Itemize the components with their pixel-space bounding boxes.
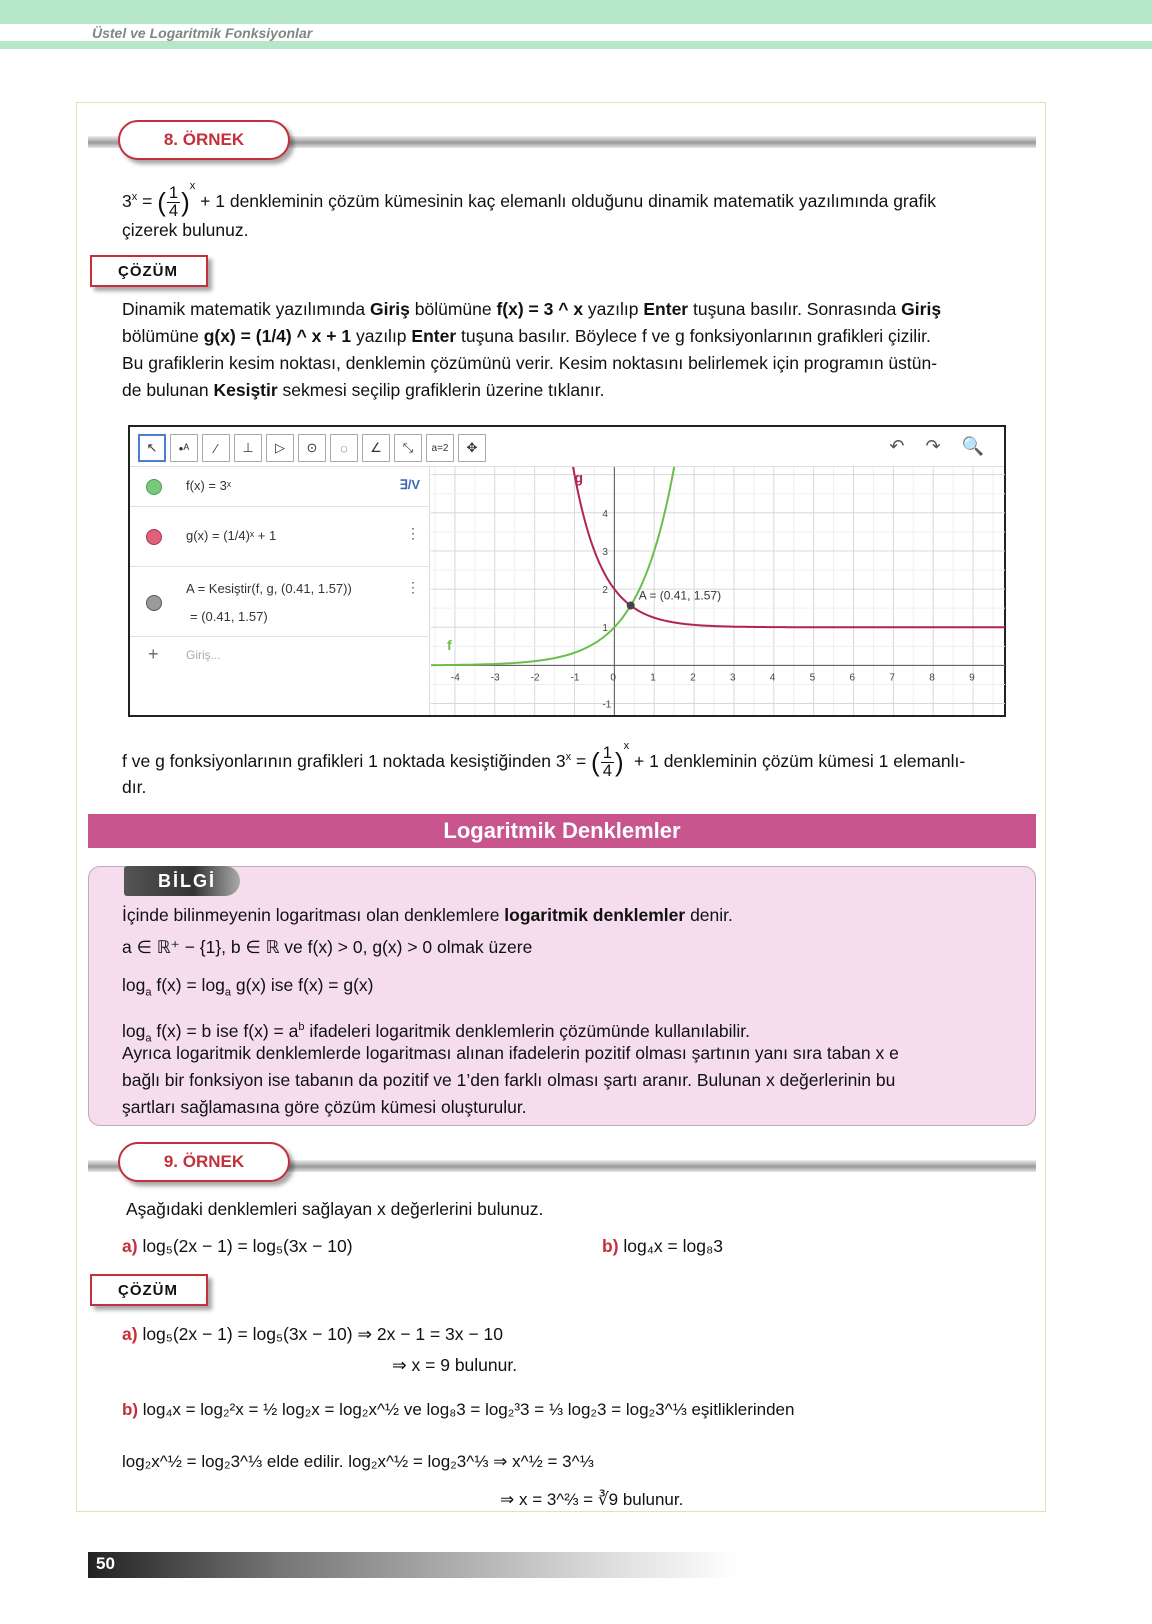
t: tuşuna basılır. Böylece f ve g fonksiyonlarının grafikleri çizilir. bbox=[456, 326, 931, 346]
x-tick-label: 7 bbox=[889, 672, 895, 684]
sol8-line4 bbox=[122, 377, 1022, 404]
move-graphics-tool[interactable]: ✥ bbox=[458, 434, 486, 462]
add-icon[interactable]: + bbox=[148, 644, 159, 664]
t: Giriş bbox=[370, 299, 410, 319]
sol8-line3: Bu grafiklerin kesim noktası, denklemin çözümünü verir. Kesim noktasını belirlemek için programın üstün- bbox=[122, 353, 938, 373]
q-exp: x bbox=[189, 180, 196, 192]
polygon-tool[interactable]: ▷ bbox=[266, 434, 294, 462]
geogebra-window bbox=[128, 425, 1006, 717]
t: b bbox=[298, 1021, 305, 1033]
y-tick-label: -1 bbox=[602, 699, 612, 711]
section-title: Logaritmik Denklemler bbox=[88, 814, 1036, 848]
algebra-menu-icon[interactable]: ∃/V bbox=[399, 477, 420, 492]
t: ifadeleri logaritmik denklemlerin çözümünde kullanılabilir. bbox=[304, 1020, 750, 1041]
perpendicular-tool[interactable]: ⊥ bbox=[234, 434, 262, 462]
t: a) bbox=[122, 1236, 138, 1256]
info-line1 bbox=[122, 902, 733, 929]
t: f ve g fonksiyonlarının grafikleri 1 noktada kesiştiğinden 3 bbox=[122, 751, 566, 771]
top-band bbox=[0, 0, 1152, 24]
kebab-menu-icon[interactable]: ⋮ bbox=[406, 579, 420, 595]
t: de bulunan bbox=[122, 380, 214, 400]
visibility-dot-f[interactable] bbox=[146, 479, 162, 495]
t: a bbox=[145, 1032, 152, 1045]
x-tick-label: 4 bbox=[769, 672, 776, 684]
top-line bbox=[0, 41, 1152, 49]
t: İçinde bilinmeyenin logaritması olan denklemlere bbox=[122, 905, 505, 925]
t: g(x) = (1/4) ^ x + 1 bbox=[203, 326, 352, 346]
example-8-conclusion: f ve g fonksiyonlarının grafikleri 1 noktada kesiştiğinden $3^x$ = ( $\frac{1}{4}$ )$^x$ + 1 denkleminin çözüm kümesi 1 elemanlı- bbox=[122, 740, 966, 780]
x-tick-label: 5 bbox=[809, 672, 816, 684]
q-text: + 1 denkleminin çözüm kümesinin kaç elemanlı olduğunu dinamik matematik yazılımında grafik bbox=[200, 191, 936, 211]
example-8-conclusion-line2: dır. bbox=[122, 777, 147, 797]
visibility-dot-A[interactable] bbox=[146, 595, 162, 611]
x-tick-label: 2 bbox=[690, 672, 696, 684]
x-tick-label: 8 bbox=[929, 672, 935, 684]
t: + 1 denkleminin çözüm kümesi 1 elemanlı- bbox=[634, 751, 966, 771]
slider-tool[interactable]: a=2 bbox=[426, 434, 454, 462]
y-tick-label: 1 bbox=[602, 623, 608, 635]
sol8-line1 bbox=[122, 296, 1022, 323]
y-tick-label: 2 bbox=[602, 585, 608, 597]
algebra-input-row[interactable] bbox=[130, 637, 430, 675]
q-sup: x bbox=[131, 191, 138, 204]
x-tick-label: -4 bbox=[450, 672, 460, 684]
solution-8-text bbox=[122, 296, 1022, 404]
t: 1 bbox=[602, 743, 612, 763]
intersection-point-A[interactable] bbox=[627, 601, 635, 609]
algebra-row-A[interactable] bbox=[130, 567, 430, 637]
x-tick-label: -3 bbox=[490, 672, 500, 684]
circle-three-points-tool[interactable]: ◌ bbox=[330, 434, 358, 462]
reflect-tool[interactable]: ⤡ bbox=[394, 434, 422, 462]
q-den: 4 bbox=[168, 200, 179, 220]
t: log₅(2x − 1) = log₅(3x − 10) bbox=[142, 1236, 353, 1256]
x-tick-label: -2 bbox=[530, 672, 540, 684]
t: log₄x = log₂²x = ½ log₂x = log₂x^½ ve log₈3 = log₂³3 = ⅓ log₂3 = log₂3^⅓ eşitliklerinden bbox=[142, 1400, 795, 1419]
algebra-expr-g: g(x) = (1/4)ˣ + 1 bbox=[186, 528, 277, 543]
example-8-question-line2: çizerek bulunuz. bbox=[122, 220, 249, 240]
t: log₅(2x − 1) = log₅(3x − 10) ⇒ 2x − 1 = 3x − 10 bbox=[142, 1324, 503, 1344]
t: yazılıp bbox=[351, 326, 412, 346]
circle-tool[interactable]: ⊙ bbox=[298, 434, 326, 462]
t: a bbox=[224, 986, 232, 999]
undo-redo-search-icons[interactable]: ↶ ↷ 🔍 bbox=[889, 436, 992, 456]
q-num: 1 bbox=[168, 183, 179, 203]
y-tick-label: 3 bbox=[602, 546, 608, 558]
example-9-label: 9. ÖRNEK bbox=[118, 1142, 290, 1182]
info-line7: şartları sağlamasına göre çözüm kümesi oluşturulur. bbox=[122, 1097, 527, 1117]
page-number: 50 bbox=[96, 1554, 115, 1573]
t: x bbox=[623, 740, 630, 752]
t: bölümüne bbox=[409, 299, 497, 319]
t: tuşuna basılır. Sonrasında bbox=[688, 299, 902, 319]
t: f(x) = b ise f(x) = a bbox=[151, 1020, 299, 1041]
example-9-b bbox=[602, 1236, 723, 1257]
move-tool[interactable]: ↖ bbox=[138, 434, 166, 462]
visibility-dot-g[interactable] bbox=[146, 529, 162, 545]
info-line6: bağlı bir fonksiyon ise tabanın da pozitif ve 1’den farklı olması şartı aranır. Bulunan x değerlerinin bu bbox=[122, 1070, 896, 1090]
solution-label: ÇÖZÜM bbox=[90, 255, 208, 287]
algebra-expr-f: f(x) = 3ˣ bbox=[186, 478, 232, 493]
t: log bbox=[122, 1020, 146, 1041]
x-tick-label: 1 bbox=[650, 672, 656, 684]
t: g(x) ise f(x) = g(x) bbox=[231, 975, 374, 995]
footer-bar bbox=[88, 1552, 738, 1578]
x-tick-label: 0 bbox=[610, 672, 616, 684]
algebra-row-g[interactable] bbox=[130, 507, 430, 567]
solution-9-b-line2: log₂x^½ = log₂3^⅓ elde edilir. log₂x^½ = log₂3^⅓ ⇒ x^½ = 3^⅓ bbox=[122, 1452, 594, 1471]
solution-label: ÇÖZÜM bbox=[90, 1274, 208, 1306]
curve-label-g: g bbox=[574, 469, 584, 486]
intersection-label: A = (0.41, 1.57) bbox=[638, 588, 722, 603]
solution-9-a-line2: ⇒ x = 9 bulunur. bbox=[392, 1355, 518, 1375]
t: = bbox=[571, 751, 592, 771]
example-9-prompt: Aşağıdaki denklemleri sağlayan x değerlerini bulunuz. bbox=[126, 1199, 544, 1219]
sol8-line2 bbox=[122, 323, 1022, 350]
info-label: BİLGİ bbox=[124, 866, 240, 896]
point-tool[interactable]: •ᴬ bbox=[170, 434, 198, 462]
t: f(x) = log bbox=[151, 975, 225, 995]
t: b) bbox=[122, 1400, 139, 1419]
t: b) bbox=[602, 1236, 619, 1256]
geogebra-toolbar bbox=[130, 427, 1004, 467]
t: a) bbox=[122, 1324, 138, 1344]
t: a bbox=[145, 986, 152, 999]
x-tick-label: 9 bbox=[969, 672, 975, 684]
t: log bbox=[122, 975, 146, 995]
line-tool[interactable]: ⁄ bbox=[202, 434, 230, 462]
solution-9-b-line3: ⇒ x = 3^⅔ = ∛9 bulunur. bbox=[500, 1490, 684, 1509]
q-base: 3 bbox=[122, 191, 132, 211]
t: Enter bbox=[411, 326, 457, 346]
t: bölümüne bbox=[122, 326, 204, 346]
x-tick-label: 6 bbox=[849, 672, 856, 684]
graphics-view[interactable] bbox=[431, 467, 1005, 715]
x-tick-label: 3 bbox=[729, 672, 736, 684]
t: 4 bbox=[602, 760, 612, 780]
info-line5: Ayrıca logaritmik denklemlerde logaritması alınan ifadelerin pozitif olması şartının yanı sıra taban x e bbox=[122, 1043, 899, 1063]
t: log₄x = log₈3 bbox=[623, 1236, 723, 1256]
t: Giriş bbox=[901, 299, 942, 319]
t: x bbox=[565, 751, 572, 764]
y-tick-label: 4 bbox=[602, 508, 608, 520]
solution-9-a-line1 bbox=[122, 1324, 503, 1345]
t: yazılıp bbox=[583, 299, 644, 319]
algebra-input[interactable]: Giriş... bbox=[186, 648, 221, 662]
kebab-menu-icon[interactable]: ⋮ bbox=[406, 525, 420, 541]
running-title: Üstel ve Logaritmik Fonksiyonlar bbox=[92, 25, 313, 41]
info-line3 bbox=[122, 972, 374, 1007]
t: f(x) = 3 ^ x bbox=[496, 299, 584, 319]
example-9-a bbox=[122, 1236, 353, 1257]
algebra-value-A: = (0.41, 1.57) bbox=[190, 609, 268, 624]
t: Dinamik matematik yazılımında bbox=[122, 299, 370, 319]
curve-label-f: f bbox=[446, 637, 452, 654]
algebra-view bbox=[130, 467, 430, 715]
t: logaritmik denklemler bbox=[504, 905, 686, 925]
t: Enter bbox=[643, 299, 689, 319]
t: sekmesi seçilip grafiklerin üzerine tıklanır. bbox=[277, 380, 605, 400]
solution-9-b-line1 bbox=[122, 1400, 794, 1420]
x-tick-label: -1 bbox=[570, 672, 580, 684]
example-8-question: $3^x$ = ( $\frac{1}{4}$ )$^x$ + 1 denkleminin çözüm kümesinin kaç elemanlı olduğunu dinamik matematik yazılımında grafik bbox=[122, 180, 936, 220]
t: denir. bbox=[685, 905, 733, 925]
example-8-label: 8. ÖRNEK bbox=[118, 120, 290, 160]
algebra-row-f[interactable] bbox=[130, 467, 430, 507]
t: Kesiştir bbox=[213, 380, 278, 400]
info-line2: a ∈ ℝ⁺ − {1}, b ∈ ℝ ve f(x) > 0, g(x) > 0 olmak üzere bbox=[122, 937, 533, 957]
angle-tool[interactable]: ∠ bbox=[362, 434, 390, 462]
algebra-expr-A: A = Kesiştir(f, g, (0.41, 1.57)) bbox=[186, 581, 352, 596]
